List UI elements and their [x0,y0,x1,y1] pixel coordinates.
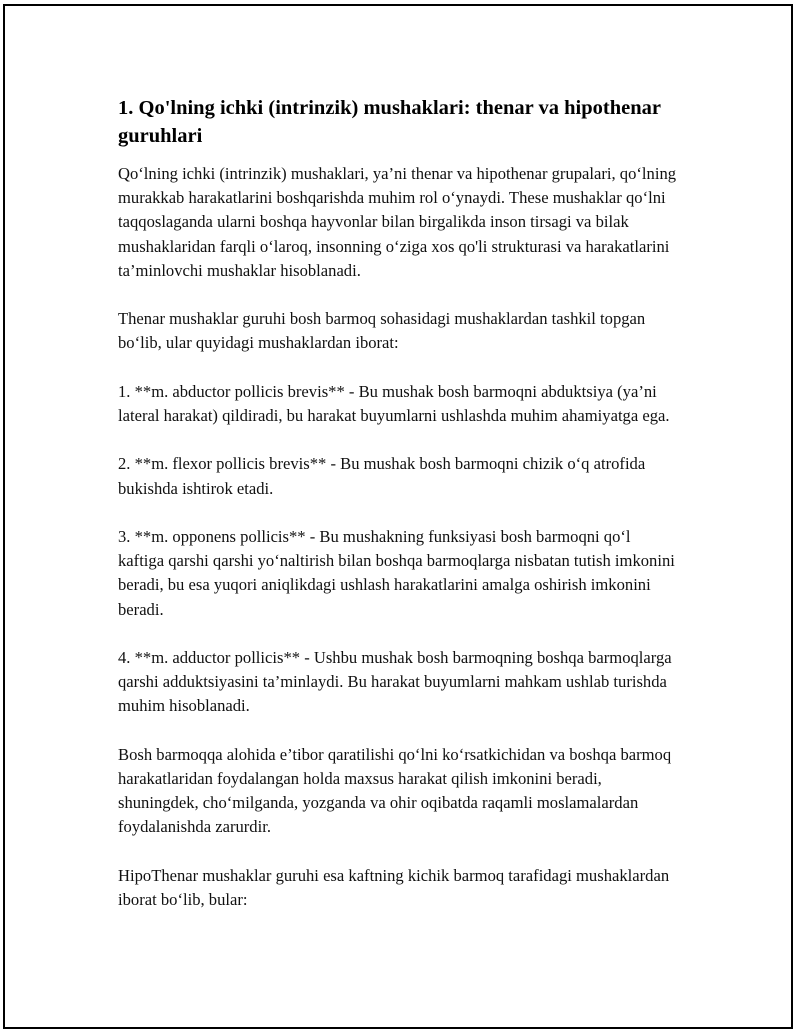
section-heading: 1. Qo'lning ichki (intrinzik) mushaklari: thenar va hipothenar guruhlari [118,97,661,147]
paragraph-thumb-importance: Bosh barmoqqa alohida e’tibor qaratilishi qo‘lni ko‘rsatkichidan va boshqa barmoq harakatlaridan foydalangan holda maxsus harakat qilish imkonini beradi, shuningdek, cho‘milganda, yozganda va ohir oqibatda raqamli moslamalardan foydalanishda zarurdir. [118,744,672,837]
list-item-opponens-pollicis: 3. **m. opponens pollicis** - Bu mushakning funksiyasi bosh barmoqni qo‘l kaftiga qarshi qarshi yo‘naltirish bilan boshqa barmoqlarga nisbatan tutish imkonini beradi, bu esa yuqori aniqlikdagi ushlash harakatlarini amalga oshirish imkonini beradi. [118,526,675,619]
list-item-adductor-pollicis: 4. **m. adductor pollicis** - Ushbu mushak bosh barmoqning boshqa barmoqlarga qarshi adduktsiyasini ta’minlaydi. Bu harakat buyumlarni mahkam ushlab turishda muhim hisoblanadi. [118,647,672,716]
paragraph-intro: Qo‘lning ichki (intrinzik) mushaklari, ya’ni thenar va hipothenar grupalari, qo‘lning murakkab harakatlarini boshqarishda muhim rol o‘ynaydi. These mushaklar qo‘lni taqqoslaganda ularni boshqa hayvonlar bilan birgalikda inson tirsagi va bilak mushaklaridan farqli o‘laroq, insonning o‘ziga xos qo'li strukturasi va harakatlarini ta’minlovchi mushaklar hisoblanadi. [118,164,677,280]
paragraph-hypothenar-group: HipoThenar mushaklar guruhi esa kaftning kichik barmoq tarafidagi mushaklardan iborat bo‘lib, bular: [118,865,670,909]
list-item-abductor-pollicis-brevis: 1. **m. abductor pollicis brevis** - Bu mushak bosh barmoqni abduktsiya (ya’ni lateral harakat) qildiradi, bu harakat buyumlarni ushlashda muhim ahamiyatga ega. [118,381,670,425]
paragraph-thenar-group: Thenar mushaklar guruhi bosh barmoq sohasidagi mushaklardan tashkil topgan bo‘lib, ular quyidagi mushaklardan iborat: [118,309,646,353]
document-body [118,94,678,936]
list-item-flexor-pollicis-brevis: 2. **m. flexor pollicis brevis** - Bu mushak bosh barmoqni chizik o‘q atrofida bukishda ishtirok etadi. [118,454,646,498]
